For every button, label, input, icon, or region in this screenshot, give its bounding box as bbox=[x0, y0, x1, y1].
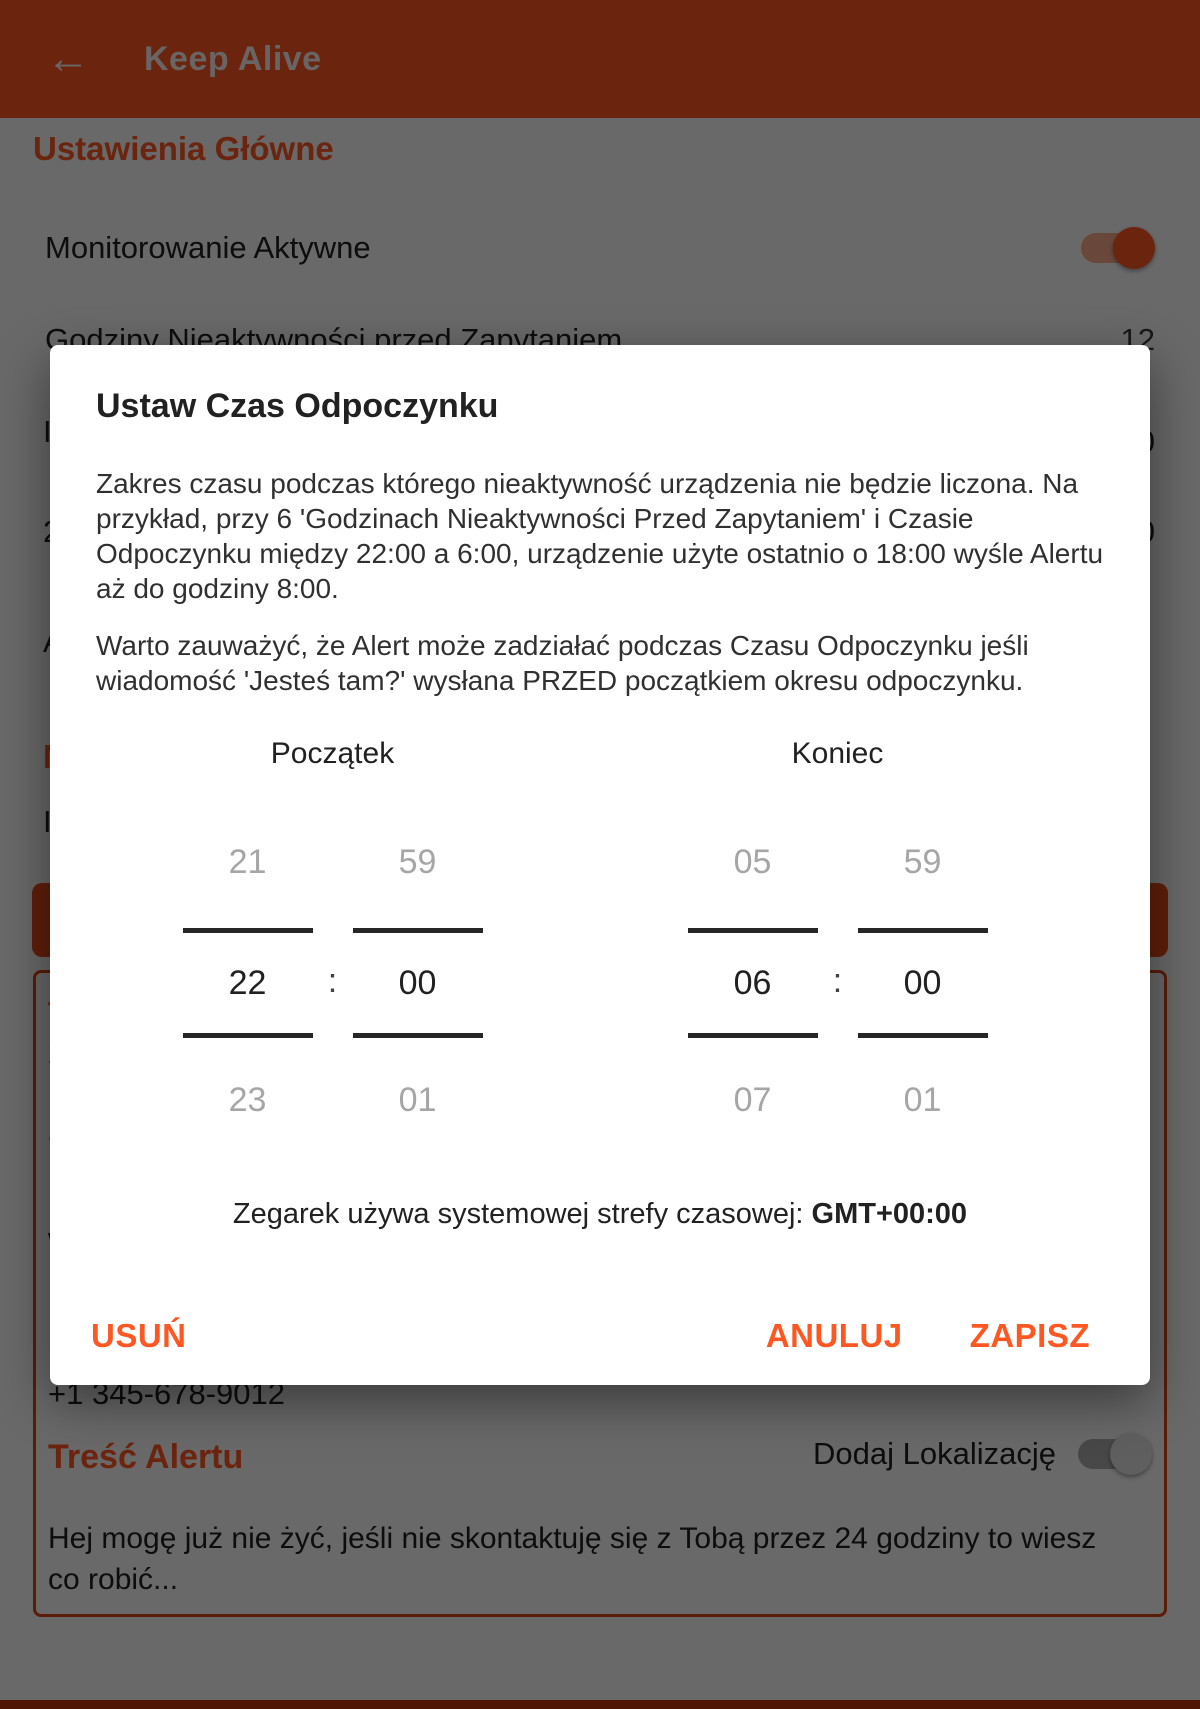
delete-button[interactable]: USUŃ bbox=[87, 1309, 191, 1363]
dialog-title: Ustaw Czas Odpoczynku bbox=[96, 387, 499, 425]
start-time-picker bbox=[80, 736, 585, 1120]
cancel-button[interactable]: ANULUJ bbox=[762, 1309, 907, 1363]
hour-selected[interactable]: 06 bbox=[733, 963, 772, 1002]
end-hour-picker[interactable] bbox=[688, 842, 818, 1120]
set-rest-time-dialog bbox=[50, 345, 1150, 1385]
picker-divider bbox=[688, 1033, 818, 1038]
save-button[interactable]: ZAPISZ bbox=[966, 1309, 1094, 1363]
dialog-note: Warto zauważyć, że Alert może zadziałać podczas Czasu Odpoczynku jeśli wiadomość 'Jesteś tam?' wysłana PRZED początkiem okresu odpoczynku. bbox=[96, 630, 1029, 696]
minute-selected[interactable]: 00 bbox=[903, 963, 942, 1002]
hour-prev[interactable]: 05 bbox=[733, 843, 772, 881]
minute-next[interactable]: 01 bbox=[398, 1081, 437, 1119]
start-label: Początek bbox=[270, 737, 395, 770]
picker-divider bbox=[858, 1033, 988, 1038]
picker-divider bbox=[183, 1033, 313, 1038]
start-minute-picker[interactable] bbox=[353, 842, 483, 1120]
time-colon: : bbox=[327, 961, 338, 1000]
dialog-description: Zakres czasu podczas którego nieaktywność urządzenia nie będzie liczona. Na przykład, przy 6 'Godzinach Nieaktywności Przed Zapytaniem' i Czasie Odpoczynku między 22:00 a 6:00, urządzenie użyte ostatnio o 18:00 wyśle Alertu aż do godziny 8:00. bbox=[96, 468, 1104, 604]
picker-divider bbox=[353, 1033, 483, 1038]
start-hour-picker[interactable] bbox=[183, 842, 313, 1120]
dialog-right-buttons bbox=[762, 1309, 1094, 1363]
minute-selected[interactable]: 00 bbox=[398, 963, 437, 1002]
time-pickers bbox=[50, 736, 1150, 1120]
hour-selected[interactable]: 22 bbox=[228, 963, 267, 1002]
end-minute-picker[interactable] bbox=[858, 842, 988, 1120]
hour-next[interactable]: 23 bbox=[228, 1081, 267, 1119]
timezone-value: GMT+00:00 bbox=[811, 1198, 968, 1230]
timezone-note bbox=[50, 1196, 1150, 1232]
end-label: Koniec bbox=[791, 737, 884, 770]
hour-next[interactable]: 07 bbox=[733, 1081, 772, 1119]
timezone-note-text: Zegarek używa systemowej strefy czasowej: bbox=[232, 1198, 812, 1230]
time-colon: : bbox=[832, 961, 843, 1000]
minute-prev[interactable]: 59 bbox=[398, 843, 437, 881]
hour-prev[interactable]: 21 bbox=[228, 843, 267, 881]
end-time-picker bbox=[585, 736, 1090, 1120]
minute-next[interactable]: 01 bbox=[903, 1081, 942, 1119]
minute-prev[interactable]: 59 bbox=[903, 843, 942, 881]
dialog-button-bar bbox=[50, 1309, 1150, 1363]
